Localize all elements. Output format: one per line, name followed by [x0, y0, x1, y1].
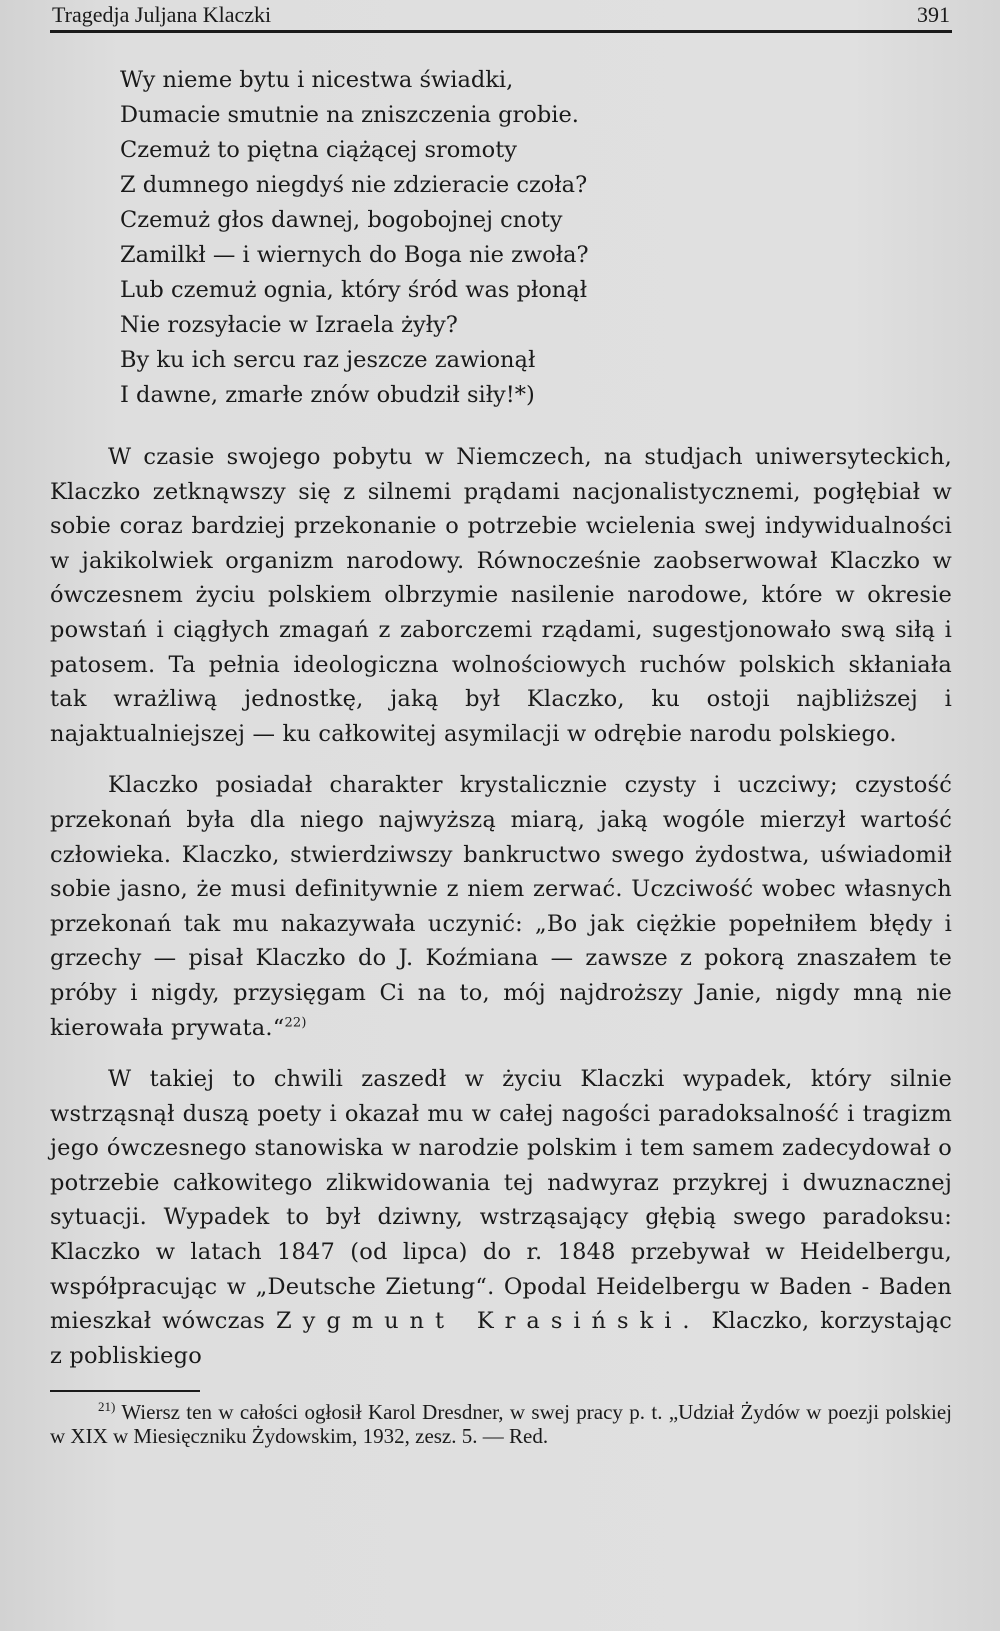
poem-line: Z dumnego niegdyś nie zdzieracie czoła? [120, 172, 588, 198]
poem-line: Nie rozsyłacie w Izraela żyły? [120, 312, 458, 338]
paragraph: W czasie swojego pobytu w Niemczech, na studjach uniwersyteckich, Klaczko zetknąwszy się z silnemi prądami nacjonalistycznemi, pogłębiał w sobie coraz bardziej przekonanie o potrzebie wcielenia swej indywidualności w jakikolwiek organizm narodowy. Równocześnie zaobserwował Klaczko w ówczesnem życiu polskiem olbrzymie nasilenie narodowe, które w okresie powstań i ciągłych zmagań z zaborczemi rządami, sugestjonowało swą siłą i patosem. Ta pełnia ideologiczna wolnościowych ruchów polskich skłaniała tak wrażliwą jednostkę, jaką był Klaczko, ku ostoji najbliższej i najaktualniejszej — ku całkowitej asymilacji w odrębie narodu polskiego. [50, 444, 952, 747]
footnote-text: Wiersz ten w całości ogłosił Karol Dresdner, w swej pracy p. t. „Udział Żydów w poezji polskiej w XIX w Miesięczniku Żydowskim, 1932, zesz. 5. — Red. [50, 1400, 952, 1449]
poem-line: Zamilkł — i wiernych do Boga nie zwoła? [120, 242, 589, 268]
poem-line: I dawne, zmarłe znów obudził siły!*) [120, 382, 535, 408]
header-rule [50, 30, 952, 33]
poem [120, 63, 952, 413]
poem-line: Czemuż to piętna ciążącej sromoty [120, 137, 517, 163]
footnote-reference: 22) [284, 1015, 307, 1030]
paragraph [50, 768, 952, 1045]
poem-line: By ku ich sercu raz jeszcze zawionął [120, 347, 536, 373]
poem-line: Czemuż głos dawnej, bogobojnej cnoty [120, 207, 563, 233]
poem-line: Wy nieme bytu i nicestwa świadki, [120, 67, 514, 93]
body-text [50, 440, 952, 1373]
footnote [50, 1400, 952, 1448]
running-head [50, 0, 952, 28]
poem-line: Dumacie smutnie na zniszczenia grobie. [120, 102, 579, 128]
paragraph-text: W takiej to chwili zaszedł w życiu Klaczki wypadek, który silnie wstrząsnął duszą poety i okazał mu w całej nagości paradoksalność i tragizm jego ówczesnego stanowiska w narodzie polskim i tem samem zadecydował o potrzebie całkowitego zlikwidowania tej nadwyraz przykrej i dwuznacznej sytuacji. Wypadek to był dziwny, wstrząsający głębią swego paradoksu: Klaczko w latach 1847 (od lipca) do r. 1848 przebywał w Heidelbergu, współpracując w „Deutsche Zietung“. Opodal Heidelbergu w Baden - Baden mieszkał wówczas [50, 1066, 952, 1335]
footnote-marker: 21) [98, 1399, 116, 1415]
paragraph-text: Klaczko posiadał charakter krystalicznie czysty i uczciwy; czystość przekonań była dla niego najwyższą miarą, jaką wogóle mierzył wartość człowieka. Klaczko, stwierdziwszy bankructwo swego żydostwa, uświadomił sobie jasno, że musi definitywnie z niem zerwać. Uczciwość wobec własnych przekonań tak mu nakazywała uczynić: „Bo jak ciężkie popełniłem błędy i grzechy — pisał Klaczko do J. Koźmiana — zawsze z pokorą znaszałem te próby i nigdy, przysięgam Ci na to, mój najdroższy Janie, nigdy mną nie kierowała prywata.“ [50, 772, 952, 1041]
poem-line: Lub czemuż ognia, który śród was płonął [120, 277, 588, 303]
paragraph [50, 1062, 952, 1373]
footnote-rule [50, 1390, 200, 1392]
paragraph-text: Klaczko, korzystając z pobliskiego [50, 1308, 952, 1369]
page-number: 391 [917, 2, 950, 27]
running-title: Tragedja Juljana Klaczki [52, 2, 272, 27]
spaced-name: Zygmunt Krasiński. [275, 1308, 701, 1335]
